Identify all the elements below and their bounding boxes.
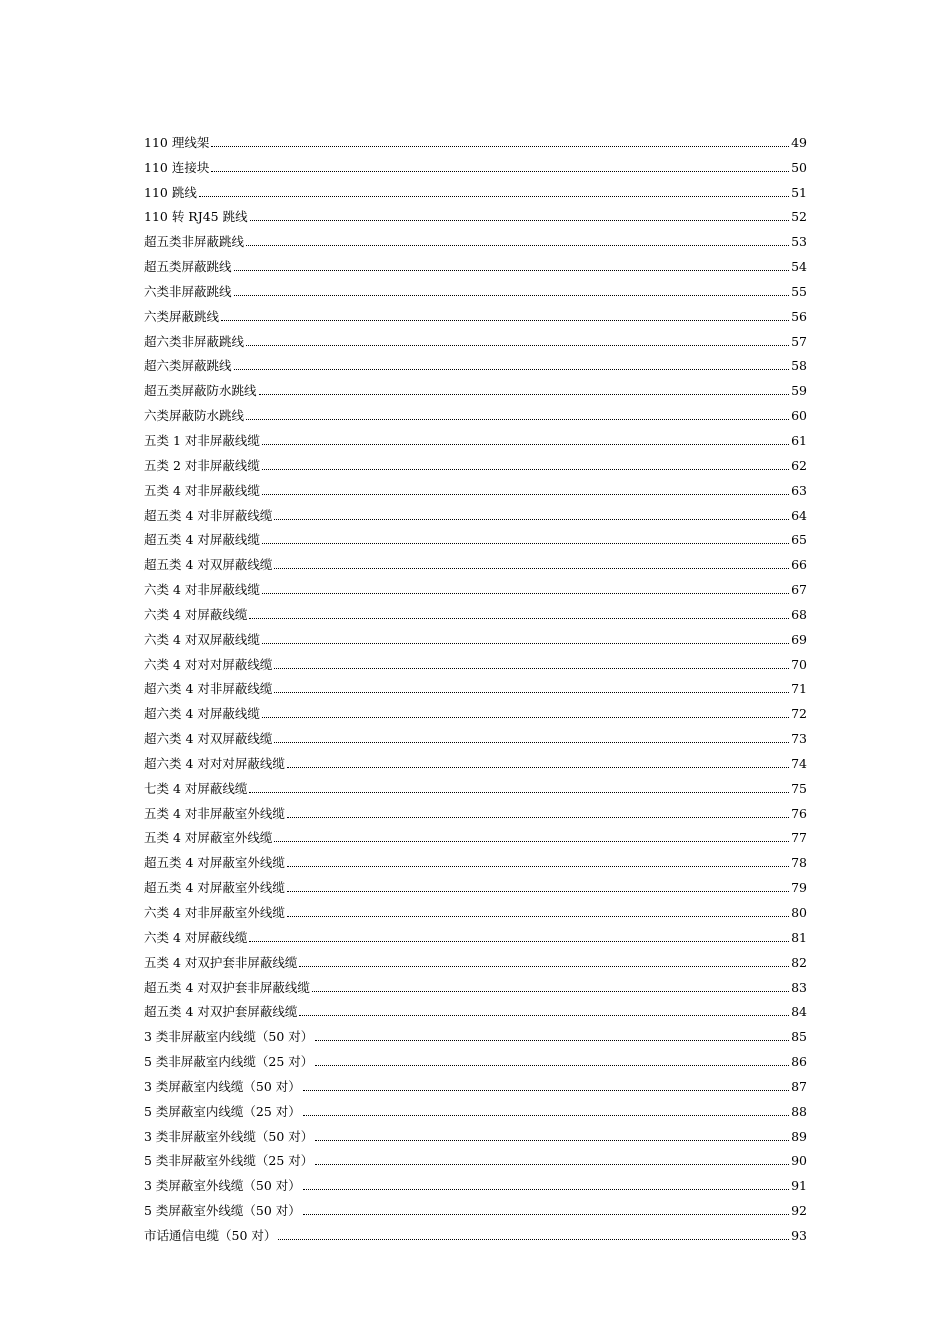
toc-entry-page-number: 63	[791, 482, 807, 498]
dot-leader	[303, 1214, 789, 1215]
toc-entry[interactable]	[144, 573, 807, 598]
toc-entry-title: 五类 4 对双护套非屏蔽线缆	[144, 954, 298, 970]
toc-entry-title: 超五类 4 对屏蔽室外线缆	[144, 880, 285, 896]
toc-entry[interactable]	[144, 1145, 807, 1170]
toc-entry[interactable]	[144, 971, 807, 996]
toc-entry-page-number: 55	[791, 283, 807, 299]
toc-entry[interactable]	[144, 822, 807, 847]
toc-entry-title: 六类 4 对非屏蔽线缆	[144, 582, 260, 598]
toc-entry-page-number: 88	[791, 1103, 807, 1119]
toc-entry-title: 五类 1 对非屏蔽线缆	[144, 432, 260, 448]
dot-leader	[299, 966, 789, 967]
toc-entry-page-number: 74	[791, 755, 807, 771]
dot-leader	[303, 1115, 789, 1116]
toc-entry-page-number: 70	[791, 656, 807, 672]
toc-entry-title: 五类 4 对非屏蔽线缆	[144, 482, 260, 498]
toc-entry-page-number: 69	[791, 631, 807, 647]
dot-leader	[262, 593, 789, 594]
dot-leader	[211, 146, 789, 147]
toc-entry-title: 5 类屏蔽室外线缆（50 对）	[144, 1203, 301, 1219]
toc-entry-title: 五类 4 对非屏蔽室外线缆	[144, 805, 285, 821]
dot-leader	[262, 717, 789, 718]
toc-entry-title: 超六类屏蔽跳线	[144, 358, 232, 374]
toc-entry-page-number: 82	[791, 954, 807, 970]
dot-leader	[246, 245, 789, 246]
dot-leader	[287, 866, 789, 867]
toc-entry-page-number: 79	[791, 880, 807, 896]
toc-entry-page-number: 78	[791, 855, 807, 871]
dot-leader	[199, 196, 789, 197]
toc-entry-page-number: 62	[791, 457, 807, 473]
toc-entry[interactable]	[144, 126, 807, 151]
toc-entry-page-number: 58	[791, 358, 807, 374]
toc-entry[interactable]	[144, 1020, 807, 1045]
dot-leader	[274, 692, 789, 693]
toc-entry-title: 3 类非屏蔽室外线缆（50 对）	[144, 1128, 314, 1144]
dot-leader	[234, 369, 790, 370]
toc-entry-page-number: 81	[791, 929, 807, 945]
toc-entry-title: 超五类非屏蔽跳线	[144, 234, 245, 250]
dot-leader	[287, 916, 789, 917]
dot-leader	[249, 618, 789, 619]
toc-entry-page-number: 83	[791, 979, 807, 995]
toc-entry-title: 六类非屏蔽跳线	[144, 283, 232, 299]
dot-leader	[262, 444, 789, 445]
toc-entry-title: 3 类屏蔽室内线缆（50 对）	[144, 1078, 301, 1094]
toc-entry[interactable]	[144, 474, 807, 499]
dot-leader	[259, 394, 790, 395]
toc-entry-title: 5 类非屏蔽室外线缆（25 对）	[144, 1153, 314, 1169]
dot-leader	[250, 220, 789, 221]
toc-entry-page-number: 73	[791, 731, 807, 747]
toc-entry-title: 超六类 4 对非屏蔽线缆	[144, 681, 273, 697]
toc-entry[interactable]	[144, 1095, 807, 1120]
toc-entry-title: 110 连接块	[144, 159, 210, 175]
toc-entry-title: 110 转 RJ45 跳线	[144, 209, 248, 225]
dot-leader	[315, 1140, 789, 1141]
dot-leader	[221, 320, 789, 321]
dot-leader	[262, 643, 789, 644]
toc-entry-title: 超五类屏蔽防水跳线	[144, 383, 257, 399]
toc-entry[interactable]	[144, 1120, 807, 1145]
dot-leader	[315, 1065, 789, 1066]
dot-leader	[234, 295, 790, 296]
toc-entry[interactable]	[144, 449, 807, 474]
toc-entry[interactable]	[144, 921, 807, 946]
toc-entry-title: 超五类 4 对屏蔽室外线缆	[144, 855, 285, 871]
toc-entry-page-number: 68	[791, 606, 807, 622]
toc-entry-page-number: 57	[791, 333, 807, 349]
toc-entry[interactable]	[144, 846, 807, 871]
toc-entry-title: 5 类非屏蔽室内线缆（25 对）	[144, 1054, 314, 1070]
dot-leader	[287, 817, 789, 818]
toc-entry-page-number: 76	[791, 805, 807, 821]
dot-leader	[287, 891, 789, 892]
toc-entry[interactable]	[144, 524, 807, 549]
toc-entry-page-number: 61	[791, 432, 807, 448]
dot-leader	[274, 742, 789, 743]
toc-entry[interactable]	[144, 374, 807, 399]
toc-entry-title: 五类 2 对非屏蔽线缆	[144, 457, 260, 473]
dot-leader	[246, 419, 789, 420]
dot-leader	[274, 841, 789, 842]
toc-entry-page-number: 92	[791, 1203, 807, 1219]
toc-entry-page-number: 85	[791, 1029, 807, 1045]
toc-entry-title: 六类 4 对双屏蔽线缆	[144, 631, 260, 647]
toc-entry-page-number: 80	[791, 905, 807, 920]
toc-entry[interactable]	[144, 548, 807, 573]
dot-leader	[246, 345, 789, 346]
toc-entry-page-number: 53	[791, 234, 807, 250]
toc-entry-title: 超五类 4 对非屏蔽线缆	[144, 507, 273, 523]
toc-entry[interactable]	[144, 772, 807, 797]
toc-entry[interactable]	[144, 648, 807, 673]
toc-entry-page-number: 67	[791, 582, 807, 598]
toc-entry[interactable]	[144, 1070, 807, 1095]
toc-entry-title: 3 类非屏蔽室内线缆（50 对）	[144, 1029, 314, 1045]
toc-entry[interactable]	[144, 300, 807, 325]
toc-entry[interactable]	[144, 996, 807, 1021]
toc-entry-title: 超五类 4 对双屏蔽线缆	[144, 557, 273, 573]
toc-entry[interactable]	[144, 1045, 807, 1070]
toc-entry[interactable]	[144, 1169, 807, 1194]
dot-leader	[312, 991, 789, 992]
toc-entry-title: 超五类屏蔽跳线	[144, 259, 232, 275]
dot-leader	[262, 469, 789, 470]
toc-entry-title: 六类 4 对屏蔽线缆	[144, 606, 248, 622]
toc-entry-page-number: 89	[791, 1128, 807, 1144]
toc-entry[interactable]	[144, 250, 807, 275]
dot-leader	[262, 543, 789, 544]
toc-entry-title: 六类 4 对非屏蔽室外线缆	[144, 905, 285, 920]
toc-entry-page-number: 50	[791, 159, 807, 175]
toc-entry[interactable]	[144, 697, 807, 722]
toc-entry[interactable]	[144, 797, 807, 822]
toc-entry[interactable]	[144, 598, 807, 623]
toc-entry[interactable]	[144, 350, 807, 375]
toc-entry-page-number: 64	[791, 507, 807, 523]
toc-entry-page-number: 93	[791, 1227, 807, 1243]
toc-entry[interactable]	[144, 1219, 807, 1244]
toc-entry[interactable]	[144, 623, 807, 648]
toc-entry-title: 超五类 4 对屏蔽线缆	[144, 532, 260, 548]
dot-leader	[274, 668, 789, 669]
toc-entry-page-number: 90	[791, 1153, 807, 1169]
toc-entry[interactable]	[144, 499, 807, 524]
toc-entry[interactable]	[144, 673, 807, 698]
toc-entry-page-number: 87	[791, 1078, 807, 1094]
dot-leader	[274, 568, 789, 569]
toc-entry[interactable]	[144, 275, 807, 300]
toc-entry[interactable]	[144, 424, 807, 449]
dot-leader	[303, 1090, 789, 1091]
toc-entry-title: 3 类屏蔽室外线缆（50 对）	[144, 1178, 301, 1194]
toc-entry-page-number: 71	[791, 681, 807, 697]
table-of-contents	[144, 126, 807, 1244]
toc-entry-page-number: 54	[791, 259, 807, 275]
toc-entry-title: 超五类 4 对双护套非屏蔽线缆	[144, 979, 310, 995]
dot-leader	[249, 941, 789, 942]
toc-entry[interactable]	[144, 896, 807, 921]
dot-leader	[278, 1239, 789, 1240]
toc-entry-title: 七类 4 对屏蔽线缆	[144, 780, 248, 796]
toc-entry-title: 超六类 4 对对对屏蔽线缆	[144, 755, 285, 771]
toc-entry-title: 110 理线架	[144, 134, 210, 150]
toc-entry[interactable]	[144, 722, 807, 747]
toc-entry-page-number: 86	[791, 1054, 807, 1070]
toc-entry-page-number: 49	[791, 134, 807, 150]
toc-entry-title: 110 跳线	[144, 184, 197, 200]
toc-entry-page-number: 52	[791, 209, 807, 225]
dot-leader	[299, 1015, 789, 1016]
toc-entry[interactable]	[144, 151, 807, 176]
toc-entry[interactable]	[144, 1194, 807, 1219]
toc-entry-title: 超五类 4 对双护套屏蔽线缆	[144, 1004, 298, 1020]
toc-entry-page-number: 91	[791, 1178, 807, 1194]
toc-entry-title: 超六类 4 对双屏蔽线缆	[144, 731, 273, 747]
toc-entry-page-number: 65	[791, 532, 807, 548]
toc-entry-title: 六类屏蔽防水跳线	[144, 408, 245, 424]
toc-entry-title: 超六类 4 对屏蔽线缆	[144, 706, 260, 722]
dot-leader	[303, 1189, 789, 1190]
toc-entry[interactable]	[144, 946, 807, 971]
toc-entry-page-number: 56	[791, 308, 807, 324]
toc-entry-page-number: 59	[791, 383, 807, 399]
toc-entry[interactable]	[144, 176, 807, 201]
toc-entry-title: 市话通信电缆（50 对）	[144, 1227, 277, 1243]
toc-entry-page-number: 84	[791, 1004, 807, 1020]
toc-entry[interactable]	[144, 399, 807, 424]
toc-entry[interactable]	[144, 325, 807, 350]
dot-leader	[249, 792, 789, 793]
toc-entry[interactable]	[144, 871, 807, 896]
toc-entry-page-number: 66	[791, 557, 807, 573]
toc-entry-title: 5 类屏蔽室内线缆（25 对）	[144, 1103, 301, 1119]
toc-entry-title: 五类 4 对屏蔽室外线缆	[144, 830, 273, 846]
dot-leader	[315, 1164, 789, 1165]
dot-leader	[211, 171, 789, 172]
toc-entry-page-number: 75	[791, 780, 807, 796]
toc-entry[interactable]	[144, 201, 807, 226]
dot-leader	[274, 519, 789, 520]
toc-entry-title: 六类屏蔽跳线	[144, 308, 220, 324]
dot-leader	[315, 1040, 789, 1041]
dot-leader	[287, 767, 789, 768]
toc-entry-page-number: 60	[791, 408, 807, 424]
dot-leader	[234, 270, 790, 271]
dot-leader	[262, 494, 789, 495]
toc-entry-title: 六类 4 对对对屏蔽线缆	[144, 656, 273, 672]
toc-entry-page-number: 51	[791, 184, 807, 200]
toc-entry-page-number: 77	[791, 830, 807, 846]
toc-entry-title: 超六类非屏蔽跳线	[144, 333, 245, 349]
toc-entry-page-number: 72	[791, 706, 807, 722]
toc-entry-title: 六类 4 对屏蔽线缆	[144, 929, 248, 945]
toc-entry[interactable]	[144, 747, 807, 772]
toc-entry[interactable]	[144, 225, 807, 250]
